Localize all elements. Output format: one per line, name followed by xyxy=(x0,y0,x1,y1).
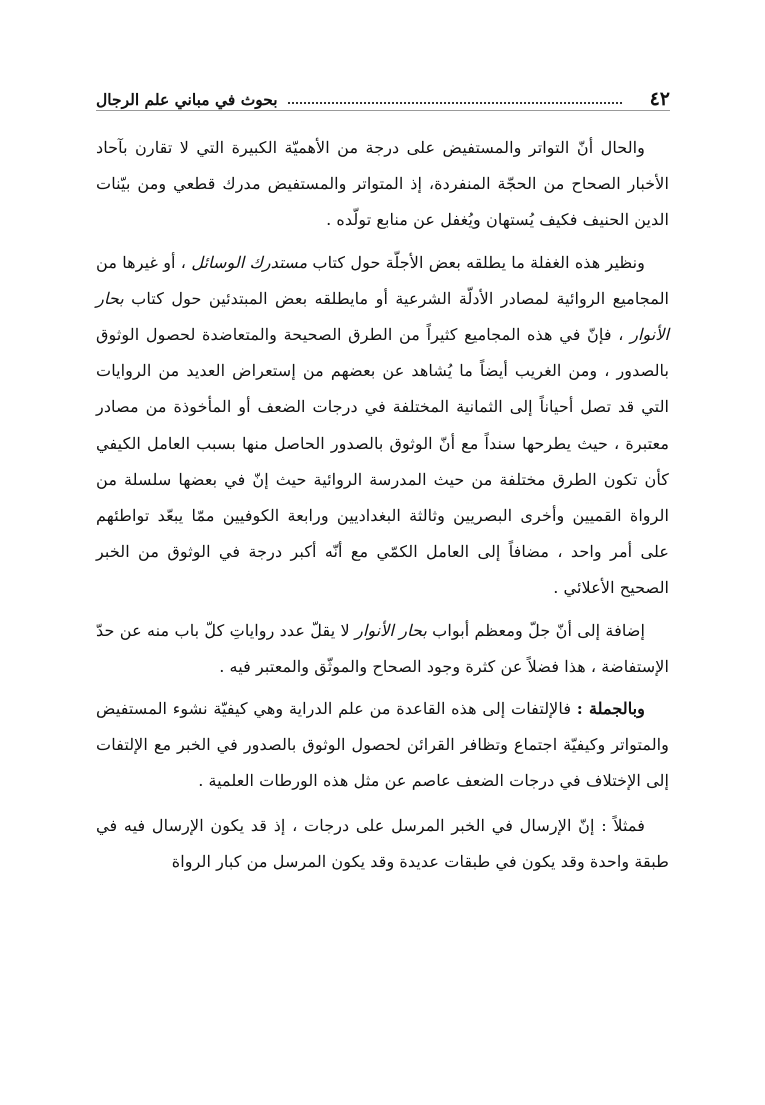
paragraph-2 xyxy=(96,245,669,607)
paragraph-1-text: والحال أنّ التواتر والمستفيض على درجة من الأهميّة الكبيرة التي لا تقارن بآحاد الأخبار الصحاح من الحجّة المنفردة، إذ المتواتر والمستفيض مدرك قطعي ومن بيّنات الدين الحنيف فكيف يُستهان ويُغفل عن منابع تولّده . xyxy=(96,138,669,230)
paragraph-5 xyxy=(96,808,669,880)
paragraph-2-text-b: ، أو غيرها من المجاميع الروائية لمصادر الأدلّة الشرعية أو مايطلقه بعض المبتدئين حول كتاب xyxy=(96,252,669,308)
header-rule xyxy=(96,110,670,111)
paragraph-2-text-a: ونظير هذه الغفلة ما يطلقه بعض الأجلّة حول كتاب xyxy=(307,252,645,272)
book-title-bihar: بحار الأنوار xyxy=(96,288,669,345)
running-title: بحوث في مباني علم الرجال xyxy=(96,89,278,109)
paragraph-5-text: فمثلاً : إنّ الإرسال في الخبر المرسل على درجات ، إذ قد يكون الإرسال فيه في طبقة واحدة وقد يكون في طبقات عديدة وقد يكون المرسل من كبار الرواة xyxy=(96,815,669,871)
paragraph-3-text-b: لا يقلّ عدد رواياتِ كلّ باب منه عن حدّ الإستفاضة ، هذا فضلاً عن كثرة وجود الصحاح والموثّق والمعتبر فيه . xyxy=(96,620,669,676)
page-number: ٤٢ xyxy=(649,88,670,110)
dotted-leader xyxy=(288,102,622,104)
book-title-bihar-2: بحار الأنوار xyxy=(355,620,427,640)
paragraph-1 xyxy=(96,130,669,239)
paragraph-2-text-c: ، فإنّ في هذه المجاميع كثيراً من الطرق الصحيحة والمتعاضدة لحصول الوثوق بالصدور ، ومن الغريب أيضاً ما يُشاهد عن بعضهم من إستعراض العديد من الروايات التي قد تصل أحياناً إلى الثمانية المختلفة في درجات الضعف أو المأخوذة من مصادر معتبرة ، حيث يطرحها سنداً مع أنّ الوثوق بالصدور الحاصل منها بسبب العامل الكيفي كأن تكون الطرق مختلفة من حيث المدرسة الروائية حيث إنّ في بعضها سلسلة من الرواة القميين وأخرى البصريين وثالثة البغداديين ورابعة الكوفيين ممّا يبعّد تواطئهم على أمر واحد ، مضافاً إلى العامل الكمّي مع أنّه أكبر درجة في الوثوق من الخبر الصحيح الأعلائي . xyxy=(96,325,669,598)
page-header xyxy=(96,86,670,112)
paragraph-4 xyxy=(96,691,669,800)
paragraph-3-text-a: إضافة إلى أنّ جلّ ومعظم أبواب xyxy=(426,620,646,640)
paragraph-3 xyxy=(96,613,669,685)
paragraph-4-text: فالإلتفات إلى هذه القاعدة من علم الدراية وهي كيفيّة نشوء المستفيض والمتواتر وكيفيّة اجتماع وتظافر القرائن لحصول الوثوق بالصدور في الخبر مع الإلتفات إلى الإختلاف في درجات الضعف عاصم عن مثل هذه الورطات العلمية . xyxy=(96,699,669,791)
book-title-mustadrak: مستدرك الوسائل xyxy=(191,252,308,272)
page-body xyxy=(96,130,669,886)
paragraph-4-lead: وبالجملة : xyxy=(576,699,645,719)
